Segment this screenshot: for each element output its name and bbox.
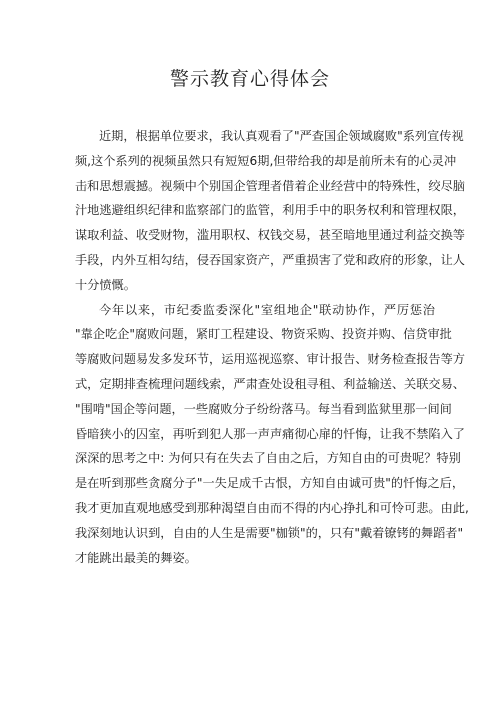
document-title: 警示教育心得体会 bbox=[169, 68, 330, 90]
paragraph-1-line: 手段，内外互相勾结，侵吞国家资产，严重损害了党和政府的形象，让人 bbox=[75, 252, 465, 267]
paragraph-1-line: 汁地逃避组织纪律和监察部门的监管，利用手中的职务权利和管理权限， bbox=[75, 203, 465, 218]
paragraph-2-line: 我深刻地认识到，自由的人生是需要"枷锁"的，只有"戴着镣铐的舞蹈者" bbox=[75, 525, 464, 540]
paragraph-2-line: "围啃"国企等问题，一些腐败分子纷纷落马。每当看到监狱里那一间间 bbox=[75, 401, 452, 416]
paragraph-2-line: 等腐败问题易发多发环节，运用巡视巡察、审计报告、财务检查报告等方 bbox=[75, 352, 465, 367]
paragraph-1-line: 十分愤慨。 bbox=[75, 277, 136, 292]
paragraph-2-line: 昏暗狭小的囚室，再听到犯人那一声声痛彻心扉的忏悔，让我不禁陷入了 bbox=[75, 426, 465, 441]
paragraph-1-line: 近期，根据单位要求，我认真观看了"严查国企领域腐败"系列宣传视 bbox=[99, 129, 464, 143]
paragraph-1-line: 频,这个系列的视频虽然只有短短6期,但带给我的却是前所未有的心灵冲 bbox=[75, 153, 457, 168]
paragraph-2-line: 是在听到那些贪腐分子"一失足成千古恨，方知自由诚可贵"的忏悔之后， bbox=[75, 476, 465, 491]
document-body bbox=[75, 124, 469, 570]
paragraph-2-line: "靠企吃企"腐败问题，紧盯工程建设、物资采购、投资并购、信贷审批 bbox=[75, 327, 452, 342]
paragraph-2-line: 今年以来，市纪委监委深化"室组地企"联动协作，严厉惩治 bbox=[99, 302, 435, 317]
paragraph-1-line: 谋取利益、收受财物，滥用职权、权钱交易，甚至暗地里通过利益交换等 bbox=[75, 228, 465, 243]
paragraph-2-line: 才能跳出最美的舞姿。 bbox=[75, 550, 197, 565]
paragraph-1-line: 击和思想震撼。视频中个别国企管理者借着企业经营中的特殊性，绞尽脑 bbox=[75, 178, 465, 193]
paragraph-2-line: 式，定期排查梳理问题线索，严肃查处设租寻租、利益输送、关联交易、 bbox=[75, 376, 465, 391]
paragraph-2-line: 深深的思考之中: 为何只有在失去了自由之后，方知自由的可贵呢？特别 bbox=[75, 451, 461, 466]
paragraph-2-line: 我才更加直观地感受到那种渴望自由而不得的内心挣扎和可怜可悲。由此, bbox=[75, 500, 469, 515]
